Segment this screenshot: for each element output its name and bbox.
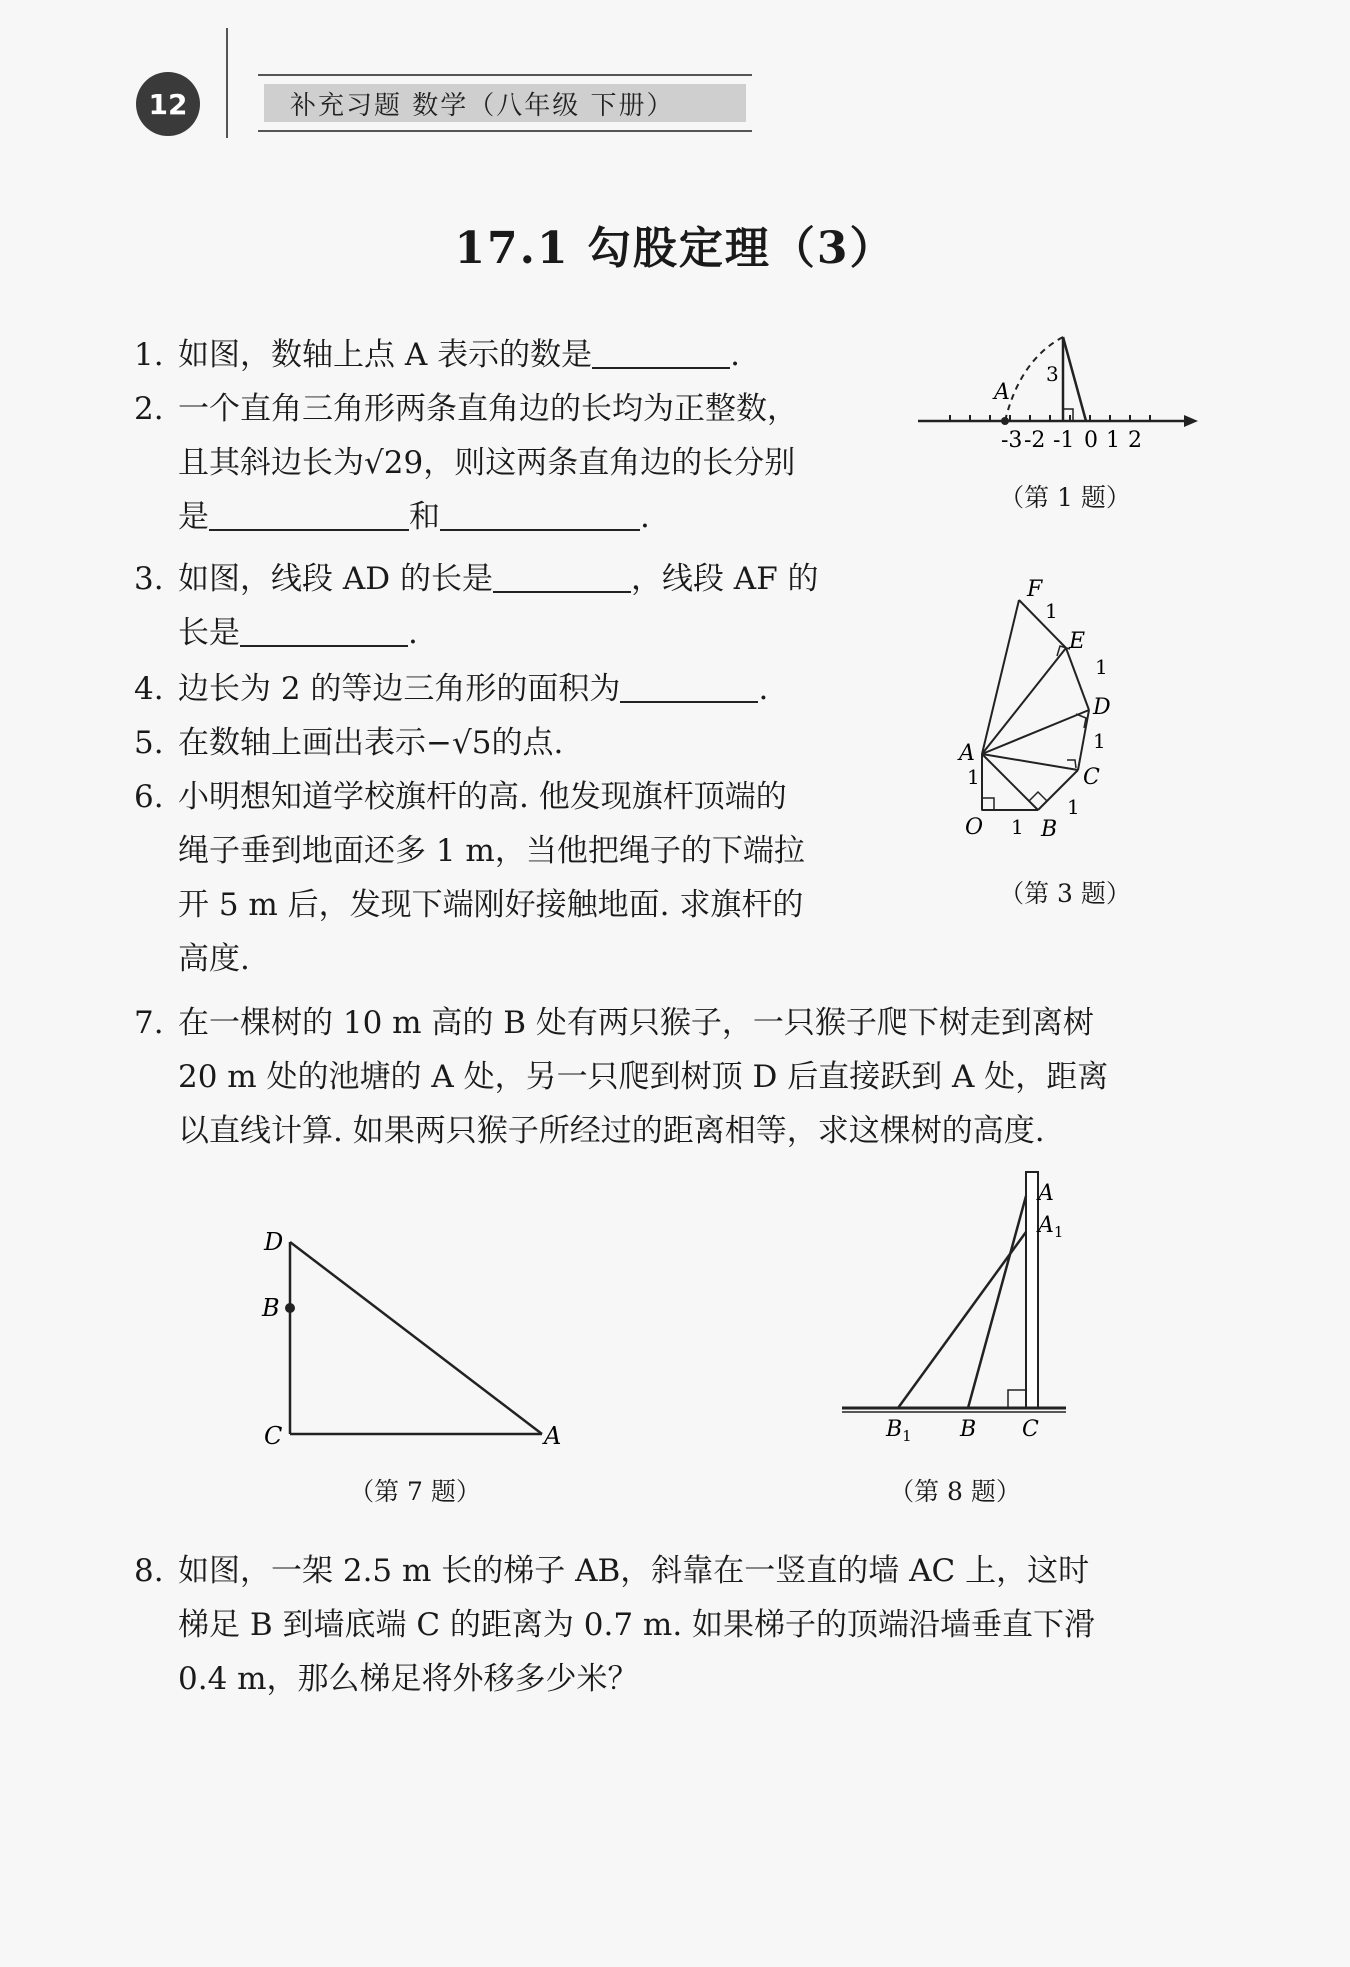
unit-label: 1 xyxy=(967,765,980,789)
question-1-text: 如图，数轴上点 A 表示的数是 xyxy=(178,337,593,373)
label-a: A xyxy=(544,1422,562,1450)
label-o: O xyxy=(965,815,984,840)
label-d: D xyxy=(1093,695,1111,720)
figure-1-number-line xyxy=(910,325,1210,455)
question-6: 6. 小明想知道学校旗杆的高. 他发现旗杆顶端的 绳子垂到地面还多 1 m，当他把绳子的下端拉 开 5 m 后，发现下端刚好接触地面. 求旗杆的 高度. xyxy=(134,779,805,977)
label-a: A xyxy=(1038,1181,1054,1206)
header-divider xyxy=(226,28,228,138)
question-4: 4. 边长为 2 的等边三角形的面积为 . xyxy=(134,662,914,716)
question-2: 2. 一个直角三角形两条直角边的长均为正整数， 且其斜边长为√29，则这两条直角边的长分别 是 和 . xyxy=(134,382,914,544)
unit-label: 1 xyxy=(1011,815,1024,839)
label-b1: $B_1$ xyxy=(886,1417,912,1445)
figure-7-triangle xyxy=(250,1220,590,1460)
figure-8-ladder xyxy=(830,1170,1090,1450)
question-3: 3. 如图，线段 AD 的长是 ，线段 AF 的 长是 . xyxy=(134,552,914,660)
label-f: F xyxy=(1027,577,1043,602)
unit-label: 1 xyxy=(1093,729,1106,753)
height-label: 3 xyxy=(1046,362,1059,386)
label-d: D xyxy=(264,1228,284,1256)
question-8: 8. 如图，一架 2.5 m 长的梯子 AB，斜靠在一竖直的墙 AC 上，这时 梯足 B 到墙底端 C 的距离为 0.7 m. 如果梯子的顶端沿墙垂直下滑 0.4 m，那么梯足将外移多少米？ xyxy=(134,1553,1096,1697)
answer-blank[interactable] xyxy=(493,557,631,593)
header-bar xyxy=(258,74,752,132)
page-number-badge: 12 xyxy=(136,72,200,136)
question-5: 5. 在数轴上画出表示−√5的点. xyxy=(134,716,914,770)
tick-label: -2 xyxy=(1024,428,1046,453)
label-c: C xyxy=(264,1422,283,1450)
tick-label: -3 xyxy=(1001,428,1023,453)
label-e: E xyxy=(1069,629,1086,654)
book-title: 补充习题 数学（八年级 下册） xyxy=(264,84,746,122)
tick-label: 2 xyxy=(1128,428,1142,453)
question-2-line-1: 一个直角三角形两条直角边的长均为正整数， xyxy=(178,391,798,427)
answer-blank[interactable] xyxy=(240,611,408,647)
unit-label: 1 xyxy=(1045,599,1058,623)
answer-blank[interactable] xyxy=(592,333,730,369)
figure-8-caption: （第 8 题） xyxy=(889,1477,1021,1506)
question-5-text: 在数轴上画出表示−√5的点. xyxy=(178,725,564,761)
label-b: B xyxy=(960,1417,977,1442)
label-b: B xyxy=(1041,817,1058,842)
tick-label: 1 xyxy=(1106,428,1120,453)
label-c: C xyxy=(1083,765,1100,790)
unit-label: 1 xyxy=(1095,655,1108,679)
answer-blank[interactable] xyxy=(209,495,409,531)
answer-blank[interactable] xyxy=(620,667,758,703)
figure-7-caption: （第 7 题） xyxy=(349,1477,481,1506)
label-c: C xyxy=(1022,1417,1039,1442)
tick-label: 0 xyxy=(1084,428,1098,453)
tick-label: -1 xyxy=(1053,428,1075,453)
unit-label: 1 xyxy=(1067,795,1080,819)
question-1: 1. 如图，数轴上点 A 表示的数是 . xyxy=(134,328,914,382)
point-a-label: A xyxy=(994,380,1010,405)
section-title: 17.1 勾股定理（3） xyxy=(454,223,896,274)
label-a: A xyxy=(959,741,975,766)
answer-blank[interactable] xyxy=(440,495,640,531)
question-2-line-2: 且其斜边长为√29，则这两条直角边的长分别 xyxy=(178,445,796,481)
question-7: 7. 在一棵树的 10 m 高的 B 处有两只猴子，一只猴子爬下树走到离树 20 m 处的池塘的 A 处，另一只爬到树顶 D 后直接跃到 A 处，距离 以直线计算. 如果两只猴子所经过的距离相等，求这棵树的高度. xyxy=(134,1005,1109,1149)
label-b: B xyxy=(262,1294,280,1322)
label-a1: $A_1$ xyxy=(1038,1213,1064,1241)
figure-3-caption: （第 3 题） xyxy=(999,879,1131,908)
figure-3-spiral xyxy=(945,570,1145,850)
figure-1-caption: （第 1 题） xyxy=(999,483,1131,512)
